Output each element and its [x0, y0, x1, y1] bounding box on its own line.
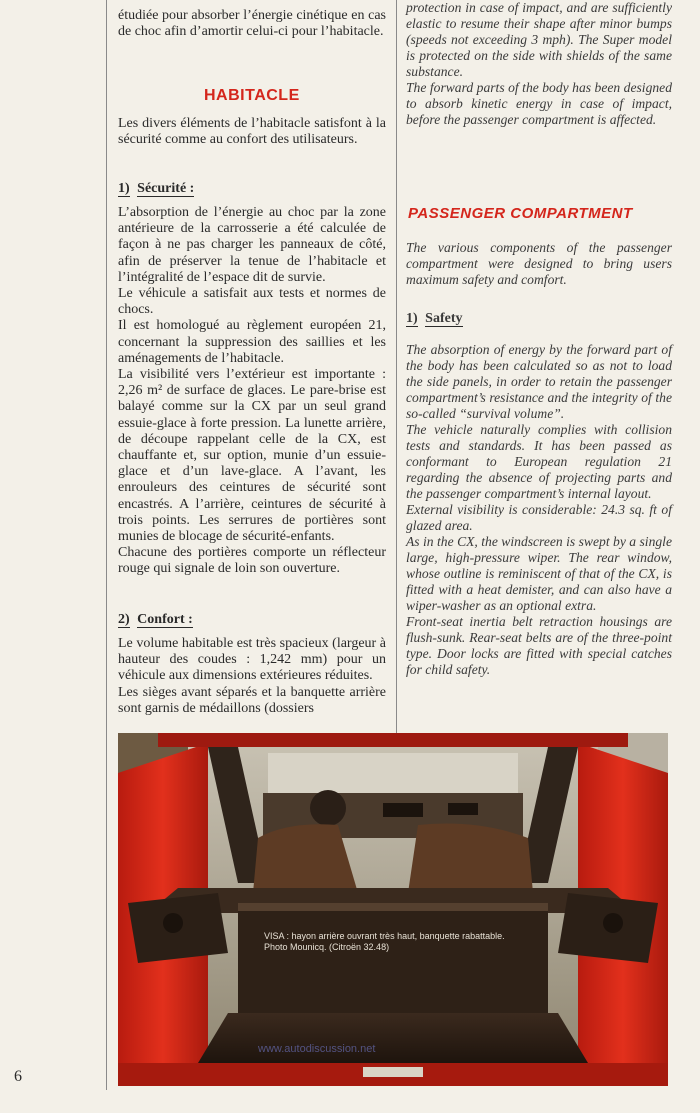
photo-watermark: www.autodiscussion.net	[258, 1043, 376, 1055]
photo-caption-line2: Photo Mounicq. (Citroën 32.48)	[264, 942, 390, 952]
left-margin-rule	[106, 0, 107, 1090]
car-interior-illustration	[118, 733, 668, 1086]
english-heading: PASSENGER COMPARTMENT	[408, 205, 633, 222]
photo-caption-line1: VISA : hayon arrière ouvrant très haut, banquette rabattable.	[264, 931, 505, 941]
english-safety-p3: External visibility is considerable: 24.3 sq. ft of glazed area.	[406, 502, 672, 533]
english-intro	[406, 0, 672, 128]
french-comfort-num: 2)	[118, 612, 130, 627]
french-heading-text: Les divers éléments de l’habitacle satisfont à la sécurité comme au confort des utilisateurs.	[118, 116, 386, 148]
english-safety-p5: Front-seat inertia belt retraction housings are flush-sunk. Rear-seat belts are of the three-point type. Door locks are fitted with special catches for child safety.	[406, 614, 672, 677]
french-safety-subhead	[118, 181, 194, 197]
french-safety-p5: Chacune des portières comporte un réflecteur rouge qui signale de loin son ouverture.	[118, 545, 386, 577]
english-intro-p1: protection in case of impact, and are sufficiently elastic to resume their shape after minor bumps (speeds not exceeding 3 mph). The Super model is protected on the side with shields of the same substance.	[406, 0, 672, 79]
french-comfort-text	[118, 636, 386, 717]
english-safety-num: 1)	[406, 311, 418, 326]
english-safety-p1: The absorption of energy by the forward part of the body has been calculated so as not to load the side panels, in order to retain the passenger compartment’s resistance and the integrity of the so-called “survival volume”.	[406, 342, 672, 421]
page-number: 6	[14, 1068, 22, 1085]
english-intro-p2: The forward parts of the body has been designed to absorb kinetic energy in case of impact, before the passenger compartment is affected.	[406, 80, 672, 127]
french-safety-text	[118, 205, 386, 578]
french-safety-title: Sécurité :	[137, 181, 195, 196]
french-safety-p4: La visibilité vers l’extérieur est importante : 2,26 m² de surface de glaces. Le pare-brise est balayé comme sur la CX par un seul grand essuie-glace à forte pression. La lunette arrière, de découpe rappelant celle de la CX, est chauffante et, sur option, munie d’un essuie-glace et d’un lave-glace. A l’avant, les enrouleurs des ceintures de sécurité sont encastrés. A l’arrière, ceintures de sécurité à trois points. Les serrures de portières sont munies de blocage de sécurité-enfants.	[118, 367, 386, 545]
english-safety-title: Safety	[425, 311, 463, 326]
english-safety-text	[406, 342, 672, 678]
column-divider-rule	[396, 0, 397, 733]
french-comfort-p2: Les sièges avant séparés et la banquette arrière sont garnis de médaillons (dossiers	[118, 684, 386, 716]
french-comfort-title: Confort :	[137, 612, 193, 627]
english-safety-subhead	[406, 311, 463, 327]
english-heading-text: The various components of the passenger compartment were designed to bring users maximum safety and comfort.	[406, 240, 672, 287]
car-rear-hatch-photo	[118, 733, 668, 1086]
english-safety-p2: The vehicle naturally complies with collision tests and standards. It has been passed as conformant to European regulation 21 regarding the absence of projecting parts and the passenger compartment’s internal layout.	[406, 422, 672, 501]
french-comfort-p1: Le volume habitable est très spacieux (largeur à hauteur des coudes : 1,242 mm) pour un véhicule aux dimensions extérieures réduites.	[118, 636, 386, 684]
english-safety-p4: As in the CX, the windscreen is swept by a single large, high-pressure wiper. The rear window, whose outline is reminiscent of that of the CX, is fitted with a heat demister, and can also have a wiper-washer as an optional extra.	[406, 534, 672, 613]
french-safety-p1: L’absorption de l’énergie au choc par la zone antérieure de la carrosserie a été calculée de façon à ne pas charger les panneaux de côté, afin de préserver la tenue de l’habitacle et l’intégralité de l’espace dit de survie.	[118, 205, 386, 285]
french-heading: HABITACLE	[204, 87, 300, 104]
french-intro: étudiée pour absorber l’énergie cinétique en cas de choc afin d’amortir celui-ci pour l’habitacle.	[118, 8, 386, 40]
photo-caption	[264, 931, 505, 953]
french-safety-p2: Le véhicule a satisfait aux tests et normes de chocs.	[118, 286, 386, 318]
french-safety-num: 1)	[118, 181, 130, 196]
french-comfort-subhead	[118, 612, 193, 628]
french-safety-p3: Il est homologué au règlement européen 21, concernant la suppression des saillies et les aménagements de l’habitacle.	[118, 318, 386, 366]
